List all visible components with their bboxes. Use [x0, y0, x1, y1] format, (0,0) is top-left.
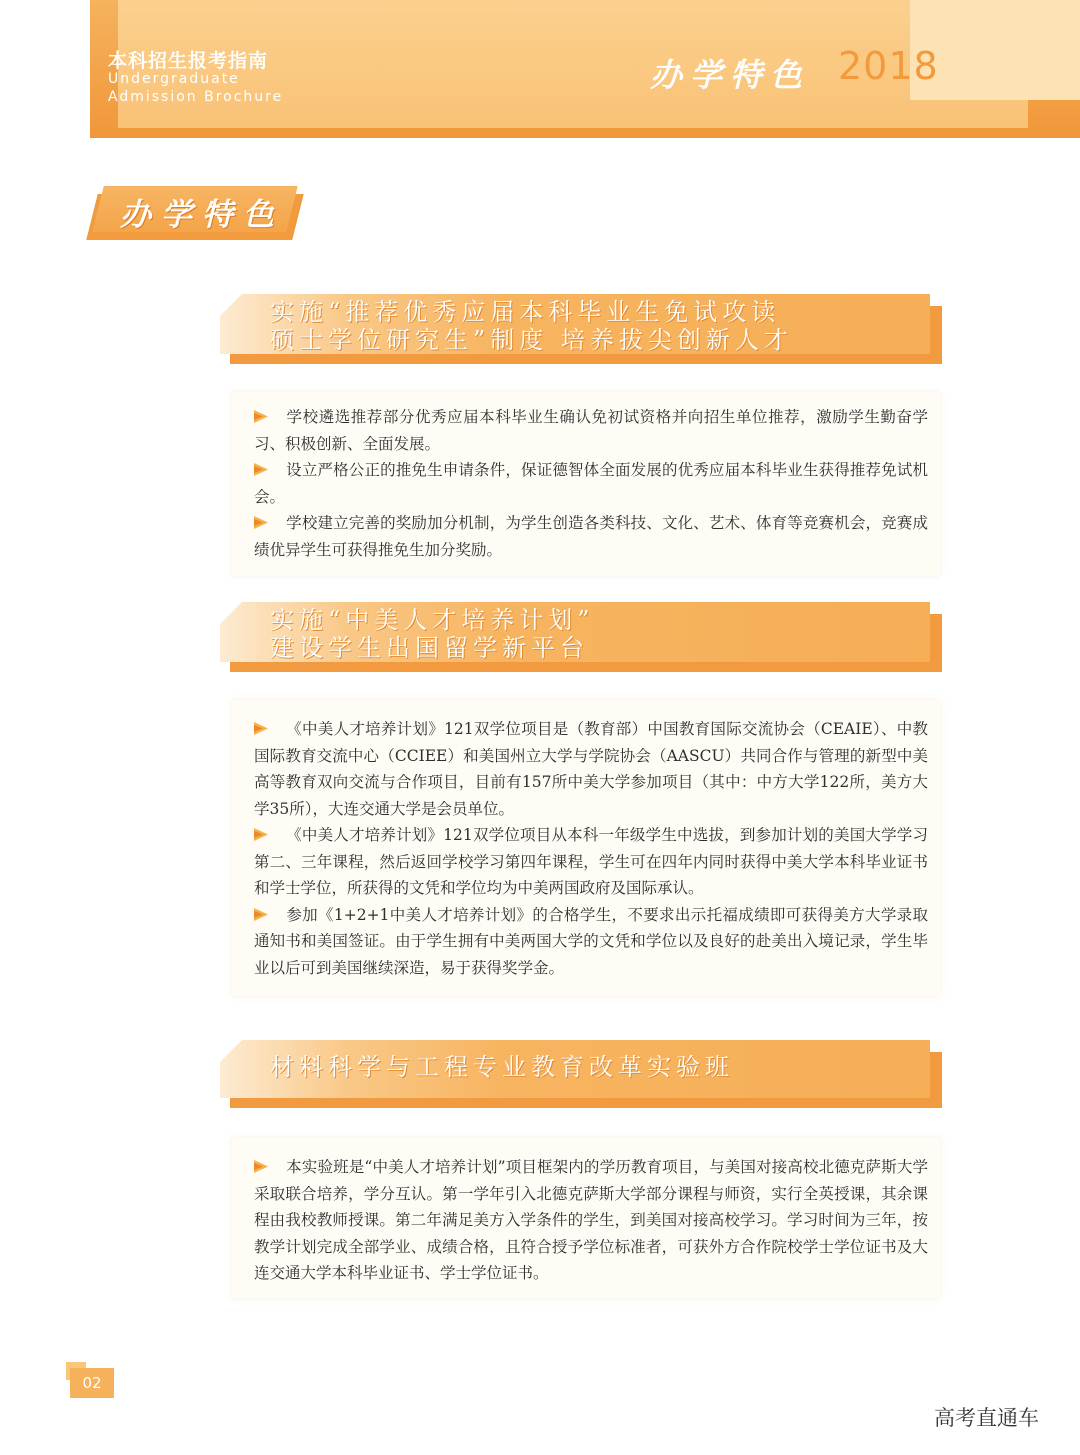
paragraph: 学校建立完善的奖励加分机制，为学生创造各类科技、文化、艺术、体育等竞赛机会，竞赛成绩优异学生可获得推免生加分奖励。 — [254, 514, 928, 559]
paragraph: 《中美人才培养计划》121双学位项目从本科一年级学生中选拔，到参加计划的美国大学学习第二、三年课程，然后返回学校学习第四年课程，学生可在四年内同时获得中美大学本科毕业证书和学士学位，所获得的文凭和学位均为中美两国政府及国际承认。 — [254, 826, 928, 897]
banner-title — [270, 1053, 734, 1081]
banner-title — [270, 298, 793, 354]
page-number: 02 — [82, 1374, 102, 1392]
page-number-badge — [66, 1362, 114, 1400]
banner-title-line: 实施“推荐优秀应届本科毕业生免试攻读 — [270, 298, 781, 326]
section-badge-text: 办学特色 — [120, 197, 284, 233]
bullet-triangle-icon — [254, 410, 268, 423]
watermark-text: 高考直通车 — [934, 1406, 1039, 1430]
header-year: 2018 — [838, 44, 939, 88]
section-banner-1 — [220, 294, 942, 364]
content-box-2 — [232, 700, 940, 996]
header-feature-label: 办学特色 — [650, 56, 811, 94]
brochure-title-en — [108, 70, 283, 106]
bullet-triangle-icon — [254, 1160, 268, 1173]
section-badge — [92, 186, 298, 238]
banner-title-line: 硕士学位研究生”制度 培养拔尖创新人才 — [270, 326, 793, 354]
content-box-3 — [232, 1138, 940, 1298]
brochure-title: 本科招生报考指南 — [108, 50, 269, 72]
banner-title-line: 材料科学与工程专业教育改革实验班 — [270, 1053, 734, 1081]
bullet-triangle-icon — [254, 722, 268, 735]
section-banner-2 — [220, 602, 942, 672]
bullet-triangle-icon — [254, 463, 268, 476]
banner-title — [270, 606, 595, 662]
section-banner-3 — [220, 1040, 942, 1108]
bullet-triangle-icon — [254, 828, 268, 841]
brochure-title-en-line1: Undergraduate — [108, 71, 240, 87]
banner-title-line: 实施“中美人才培养计划” — [270, 606, 595, 634]
brochure-title-en-line2: Admission Brochure — [108, 89, 284, 105]
bullet-triangle-icon — [254, 516, 268, 529]
paragraph: 本实验班是“中美人才培养计划”项目框架内的学历教育项目，与美国对接高校北德克萨斯大学采取联合培养，学分互认。第一学年引入北德克萨斯大学部分课程与师资，实行全英授课，其余课程由我校教师授课。第二年满足美方入学条件的学生，到美国对接高校学习。学习时间为三年，按教学计划完成全部学业、成绩合格，且符合授予学位标准者，可获外方合作院校学士学位证书及大连交通大学本科毕业证书、学士学位证书。 — [254, 1158, 928, 1282]
paragraph: 设立严格公正的推免生申请条件，保证德智体全面发展的优秀应届本科毕业生获得推荐免试机会。 — [254, 461, 928, 506]
paragraph: 参加《1+2+1中美人才培养计划》的合格学生，不要求出示托福成绩即可获得美方大学录取通知书和美国签证。由于学生拥有中美两国大学的文凭和学位以及良好的赴美出入境记录，学生毕业以后可到美国继续深造，易于获得奖学金。 — [254, 905, 928, 977]
banner-title-line: 建设学生出国留学新平台 — [270, 634, 589, 662]
paragraph: 学校遴选推荐部分优秀应届本科毕业生确认免初试资格并向招生单位推荐，激励学生勤奋学习、积极创新、全面发展。 — [254, 408, 928, 453]
paragraph: 《中美人才培养计划》121双学位项目是（教育部）中国教育国际交流协会（CEAIE）、中教国际教育交流中心（CCIEE）和美国州立大学与学院协会（AASCU）共同合作与管理的新型中美高等教育双向交流与合作项目，目前有157所中美大学参加项目（其中：中方大学122所，美方大学35所），大连交通大学是会员单位。 — [254, 720, 928, 818]
bullet-triangle-icon — [254, 908, 268, 921]
content-box-1 — [232, 392, 940, 576]
